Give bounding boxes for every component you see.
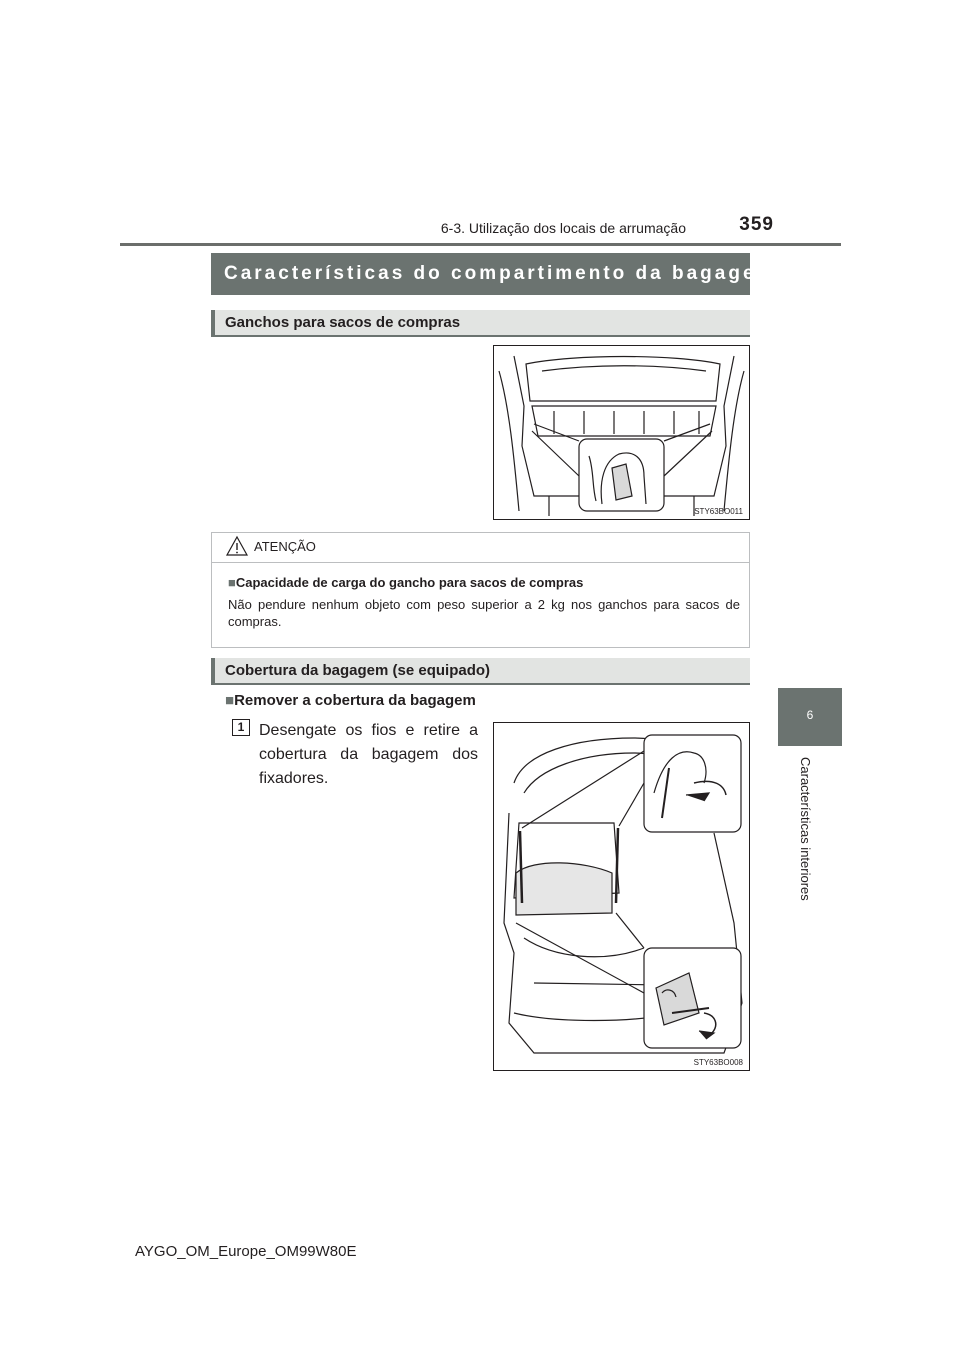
section-heading-cover — [211, 658, 750, 685]
step-number-badge: 1 — [232, 719, 250, 736]
section-heading-hooks — [211, 310, 750, 337]
figure-code: STY63BO011 — [694, 507, 743, 516]
heading-accent — [211, 310, 215, 335]
luggage-cover-illustration — [494, 723, 749, 1070]
chapter-number: 6 — [806, 708, 814, 722]
luggage-compartment-illustration — [494, 346, 749, 519]
caution-divider — [212, 562, 749, 563]
section-header: 6-3. Utilização dos locais de arrumação — [440, 220, 686, 236]
step-text: Desengate os fios e retire a cobertura da bagagem dos fixadores. — [259, 722, 478, 787]
square-bullet-icon: ■ — [225, 692, 235, 709]
figure-code: STY63BO008 — [693, 1058, 743, 1067]
procedure-title — [225, 692, 476, 709]
header-rule — [120, 243, 841, 246]
page-number: 359 — [739, 214, 774, 235]
chapter-label: Características interiores — [798, 757, 813, 901]
section-heading-text: Ganchos para sacos de compras — [225, 314, 461, 331]
procedure-title-text: Remover a cobertura da bagagem — [234, 692, 476, 709]
heading-accent — [211, 658, 215, 683]
figure-shopping-bag-hooks — [493, 345, 750, 520]
square-bullet-icon: ■ — [228, 575, 236, 590]
caution-item-title — [228, 575, 583, 590]
page-title: Características do compartimento da bagagem — [211, 253, 750, 295]
document-code-footer: AYGO_OM_Europe_OM99W80E — [135, 1243, 357, 1260]
caution-label: ATENÇÃO — [254, 539, 316, 554]
figure-luggage-cover — [493, 722, 750, 1071]
section-heading-text: Cobertura da bagagem (se equipado) — [225, 662, 491, 679]
caution-item-text: Não pendure nenhum objeto com peso superior a 2 kg nos ganchos para sacos de compras. — [228, 597, 740, 629]
warning-triangle-icon — [225, 535, 249, 557]
caution-item-title-text: Capacidade de carga do gancho para sacos de compras — [235, 575, 584, 590]
